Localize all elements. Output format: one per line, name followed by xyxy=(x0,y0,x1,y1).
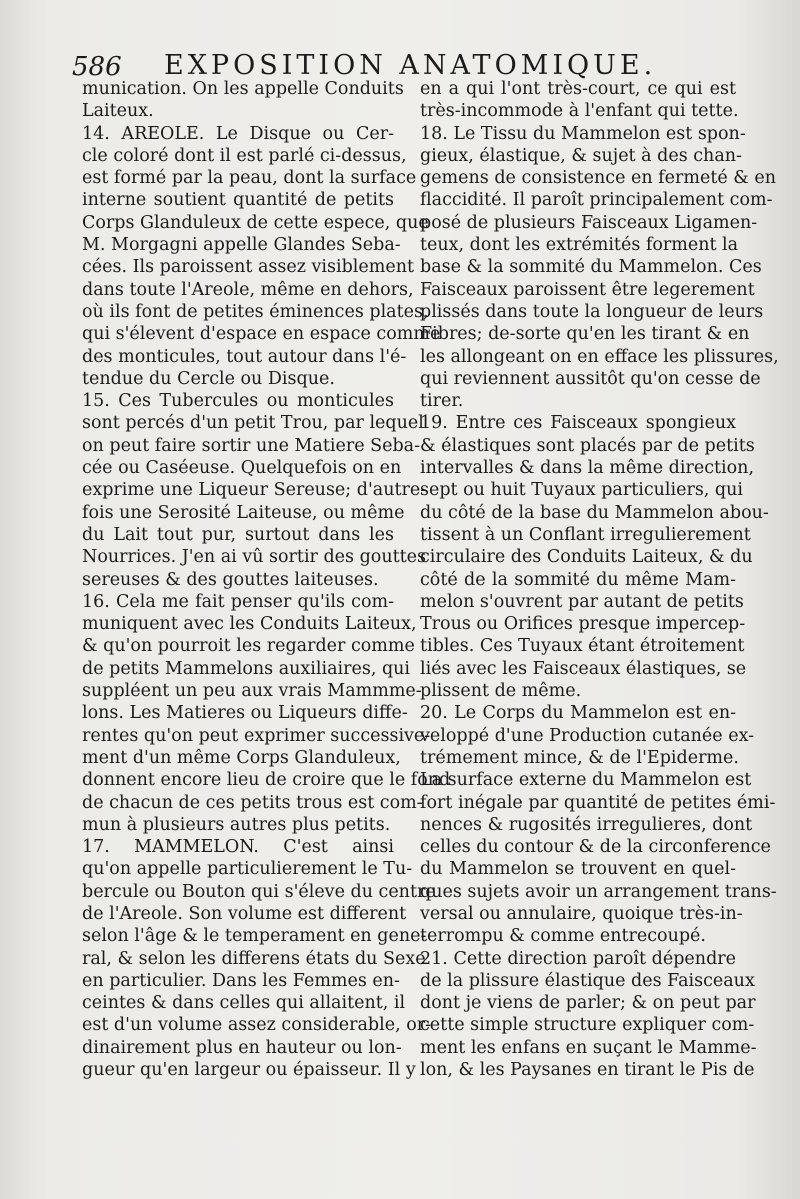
text-line: teux, dont les extrémités forment la xyxy=(420,235,739,256)
right-column xyxy=(420,78,779,1081)
text-line: tendue du Cercle ou Disque. xyxy=(82,368,335,389)
running-title: EXPOSITION ANATOMIQUE. xyxy=(164,50,657,81)
text-line: est d'un volume assez considerable, or- xyxy=(82,1015,432,1036)
text-line: 17. MAMMELON. C'est ainsi xyxy=(82,837,394,858)
text-line: lon, & les Paysanes en tirant le Pis de xyxy=(420,1060,755,1081)
text-line: terrompu & comme entrecoupé. xyxy=(420,926,706,947)
text-line: ral, & selon les differens états du Sexe xyxy=(82,948,426,969)
text-line: qui reviennent aussitôt qu'on cesse de xyxy=(420,368,761,389)
text-line: plissés dans toute la longueur de leurs xyxy=(420,301,764,322)
text-line: cle coloré dont il est parlé ci-dessus, xyxy=(82,145,407,166)
text-line: fort inégale par quantité de petites émi- xyxy=(420,792,776,813)
text-line: très-incommode à l'enfant qui tette. xyxy=(420,101,739,122)
text-line: dinairement plus en hauteur ou lon- xyxy=(82,1037,402,1058)
text-line: veloppé d'une Production cutanée ex- xyxy=(420,725,755,746)
text-line: gieux, élastique, & sujet à des chan- xyxy=(420,145,742,166)
text-line: munication. On les appelle Conduits xyxy=(82,79,404,99)
text-line: flaccidité. Il paroît principalement com- xyxy=(420,190,773,211)
text-line: 20. Le Corps du Mammelon est en- xyxy=(420,703,736,724)
text-line: Nourrices. J'en ai vû sortir des gouttes xyxy=(82,547,426,568)
text-line: gemens de consistence en fermeté & en xyxy=(420,168,777,189)
text-line: cée ou Caséeuse. Quelquefois on en xyxy=(82,458,402,479)
text-line: circulaire des Conduits Laiteux, & du xyxy=(420,547,753,568)
text-line: tissent à un Conflant irregulierement xyxy=(420,524,751,545)
text-line: rentes qu'on peut exprimer successive- xyxy=(82,725,431,746)
text-line: ment d'un même Corps Glanduleux, xyxy=(82,747,401,768)
text-line: de la plissure élastique des Faisceaux xyxy=(420,970,755,991)
text-line: ceintes & dans celles qui allaitent, il xyxy=(82,993,406,1014)
text-line: cées. Ils paroissent assez visiblement xyxy=(82,257,414,278)
text-line: du Lait tout pur, surtout dans les xyxy=(82,524,394,545)
text-line: plissent de même. xyxy=(420,681,582,702)
text-line: liés avec les Faisceaux élastiques, se xyxy=(420,658,747,679)
text-line: M. Morgagni appelle Glandes Seba- xyxy=(82,235,401,256)
text-line: qu'on appelle particulierement le Tu- xyxy=(82,859,413,880)
text-line: Laiteux. xyxy=(82,101,154,122)
text-line: qui s'élevent d'espace en espace comme xyxy=(82,324,441,345)
text-line: 18. Le Tissu du Mammelon est spon- xyxy=(420,123,746,144)
text-line: de chacun de ces petits trous est com- xyxy=(82,792,423,813)
text-line: exprime une Liqueur Sereuse; d'autre- xyxy=(82,480,427,501)
page-number: 586 xyxy=(72,52,122,82)
text-line: 21. Cette direction paroît dépendre xyxy=(420,948,736,969)
text-line: donnent encore lieu de croire que le fond xyxy=(82,770,451,791)
text-line: on peut faire sortir une Matiere Seba- xyxy=(82,435,421,456)
text-line: sereuses & des gouttes laiteuses. xyxy=(82,569,379,590)
text-line: nences & rugosités irregulieres, dont xyxy=(420,814,753,835)
text-line: La surface externe du Mammelon est xyxy=(420,770,752,791)
text-line: en a qui l'ont très-court, ce qui est xyxy=(420,79,736,99)
text-line: & qu'on pourroit les regarder comme xyxy=(82,636,415,657)
text-line: base & la sommité du Mammelon. Ces xyxy=(420,257,762,278)
text-line: sont percés d'un petit Trou, par lequel xyxy=(82,413,424,434)
text-line: dans toute l'Areole, même en dehors, xyxy=(82,279,414,300)
text-line: ques sujets avoir un arrangement trans- xyxy=(420,881,777,902)
text-line: melon s'ouvrent par autant de petits xyxy=(420,591,744,612)
text-line: intervalles & dans la même direction, xyxy=(420,458,755,479)
text-line: dont je viens de parler; & on peut par xyxy=(420,993,756,1014)
text-line: trémement mince, & de l'Epiderme. xyxy=(420,747,739,768)
text-line: du Mammelon se trouvent en quel- xyxy=(420,859,736,880)
text-line: Corps Glanduleux de cette espece, que xyxy=(82,212,429,233)
text-line: versal ou annulaire, quoique très-in- xyxy=(420,903,743,924)
text-line: Faisceaux paroissent être legerement xyxy=(420,279,755,300)
text-line: selon l'âge & le temperament en gene- xyxy=(82,926,427,947)
text-line: mun à plusieurs autres plus petits. xyxy=(82,814,391,835)
text-line: muniquent avec les Conduits Laiteux, xyxy=(82,614,417,635)
text-line: des monticules, tout autour dans l'é- xyxy=(82,346,407,367)
text-line: sept ou huit Tuyaux particuliers, qui xyxy=(420,480,743,501)
text-line: fois une Serosité Laiteuse, ou même xyxy=(82,502,405,523)
text-line: où ils font de petites éminences plates, xyxy=(82,301,429,322)
text-line: tirer. xyxy=(420,391,464,412)
text-line: lons. Les Matieres ou Liqueurs diffe- xyxy=(82,703,408,724)
text-line: les allongeant on en efface les plissures, xyxy=(420,346,779,367)
text-line: tibles. Ces Tuyaux étant étroitement xyxy=(420,636,745,657)
text-line: Fibres; de-sorte qu'en les tirant & en xyxy=(420,324,750,345)
text-line: 15. Ces Tubercules ou monticules xyxy=(82,391,394,412)
text-line: ment les enfans en suçant le Mamme- xyxy=(420,1037,757,1058)
text-line: interne soutient quantité de petits xyxy=(82,190,394,211)
text-line: de petits Mammelons auxiliaires, qui xyxy=(82,658,411,679)
text-line: en particulier. Dans les Femmes en- xyxy=(82,970,400,991)
text-line: & élastiques sont placés par de petits xyxy=(420,435,755,456)
text-line: Trous ou Orifices presque impercep- xyxy=(420,614,746,635)
text-line: de l'Areole. Son volume est different xyxy=(82,903,407,924)
text-line: est formé par la peau, dont la surface xyxy=(82,168,417,189)
text-line: 19. Entre ces Faisceaux spongieux xyxy=(420,413,736,434)
text-line: bercule ou Bouton qui s'éleve du centre xyxy=(82,881,436,902)
text-line: suppléent un peu aux vrais Mammme- xyxy=(82,681,422,702)
text-line: cette simple structure expliquer com- xyxy=(420,1015,755,1036)
text-line: celles du contour & de la circonference xyxy=(420,837,771,858)
text-line: 14. AREOLE. Le Disque ou Cer- xyxy=(82,123,394,144)
text-line: du côté de la base du Mammelon abou- xyxy=(420,502,769,523)
text-line: 16. Cela me fait penser qu'ils com- xyxy=(82,591,394,612)
text-line: gueur qu'en largeur ou épaisseur. Il y xyxy=(82,1060,416,1081)
text-line: posé de plusieurs Faisceaux Ligamen- xyxy=(420,212,758,233)
text-line: côté de la sommité du même Mam- xyxy=(420,569,736,590)
